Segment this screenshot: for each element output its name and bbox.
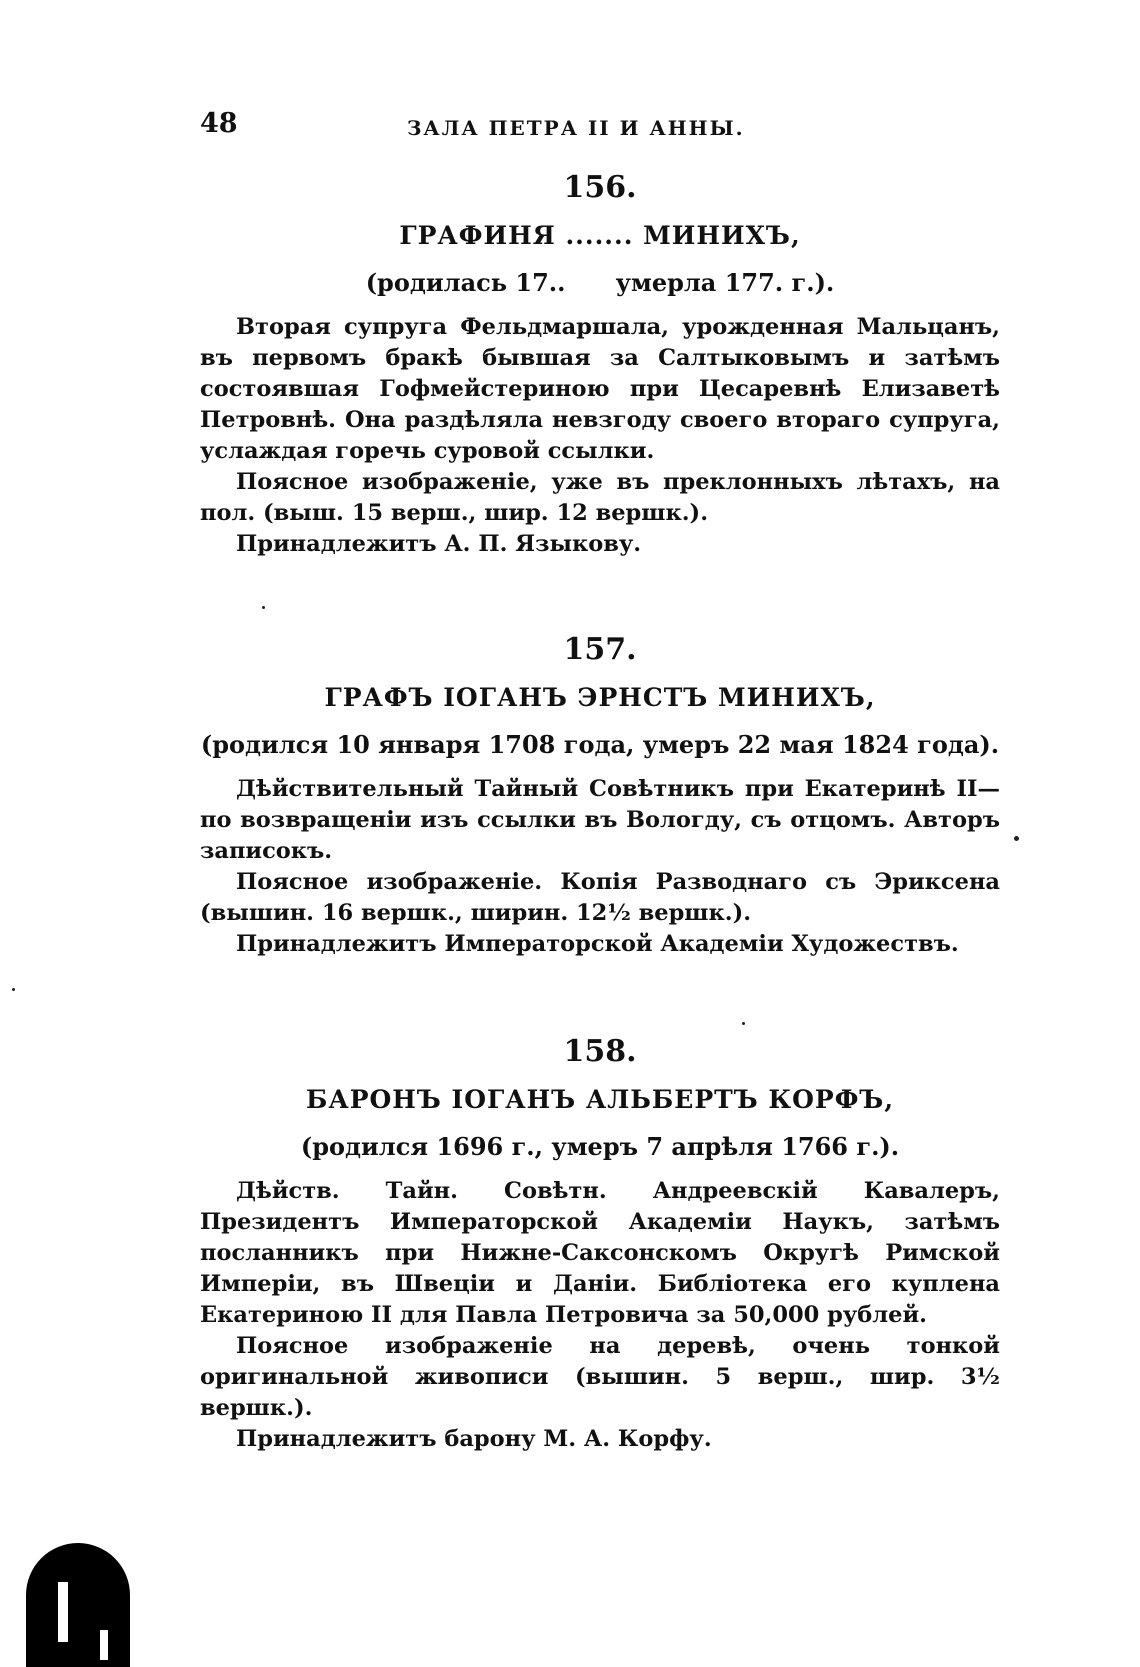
catalog-entry-157 [200, 632, 1000, 960]
entry-number: 156. [563, 170, 637, 205]
page-number: 48 [200, 108, 238, 139]
scan-speck [1014, 836, 1019, 841]
entry-dates: (родилась 17.. умерла 177. г.). [365, 268, 835, 297]
entry-format: Поясное изображеніе, уже въ преклонныхъ лѣтахъ, на пол. (выш. 15 верш., шир. 12 вершк.). [200, 469, 1000, 526]
scan-speck [262, 606, 265, 609]
catalog-entry-156 [200, 170, 1000, 560]
entry-owner: Принадлежитъ А. П. Языкову. [236, 531, 642, 557]
entry-description: Дѣйствительный Тайный Совѣтникъ при Екатеринѣ II—по возвращеніи изъ ссылки въ Вологду, съ отцомъ. Авторъ записокъ. [200, 776, 1000, 864]
entry-description: Вторая супруга Фельдмаршала, урожденная Мальцанъ, въ первомъ бракѣ бывшая за Салтыковымъ и затѣмъ состоявшая Гофмейстериною при Цесаревнѣ Елизаветѣ Петровнѣ. Она раздѣляла невзгоду своего втораго супруга, услаждая горечь суровой ссылки. [200, 314, 1000, 464]
entry-number: 158. [563, 1034, 637, 1069]
running-title: ЗАЛА ПЕТРА II И АННЫ. [407, 116, 745, 140]
entry-name: БАРОНЪ ІОГАНЪ АЛЬБЕРТЪ КОРФЪ, [305, 1085, 895, 1114]
thumbnail-figure-shape [100, 1630, 108, 1660]
entry-format: Поясное изображеніе. Копія Разводнаго съ Эриксена (вышин. 16 вершк., ширин. 12½ вершк.). [200, 869, 1000, 926]
entry-name: ГРАФИНЯ ....... МИНИХЪ, [399, 221, 801, 250]
thumbnail-figure-shape [58, 1582, 68, 1642]
entry-dates: (родился 10 января 1708 года, умеръ 22 мая 1824 года). [200, 730, 1000, 759]
scan-thumbnail-artifact [26, 1543, 130, 1667]
entry-number: 157. [563, 632, 637, 667]
scan-speck [742, 1022, 745, 1025]
entry-dates: (родился 1696 г., умеръ 7 апрѣля 1766 г.). [300, 1132, 900, 1161]
page-header [200, 108, 1000, 148]
entry-description: Дѣйств. Тайн. Совѣтн. Андреевскій Кавалеръ, Президентъ Императорской Академіи Наукъ, затѣмъ посланникъ при Нижне-Саксонскомъ Округѣ Римской Имперіи, въ Швеціи и Даніи. Библіотека его куплена Екатериною II для Павла Петровича за 50,000 рублей. [200, 1178, 1000, 1328]
entry-format: Поясное изображеніе на деревѣ, очень тонкой оригинальной живописи (вышин. 5 верш., шир. 3½ вершк.). [200, 1333, 1000, 1421]
entry-name: ГРАФЪ ІОГАНЪ ЭРНСТЪ МИНИХЪ, [324, 683, 876, 712]
scan-speck [12, 988, 15, 991]
entry-owner: Принадлежитъ барону М. А. Корфу. [236, 1426, 712, 1452]
entry-owner: Принадлежитъ Императорской Академіи Художествъ. [236, 931, 959, 957]
catalog-entry-158 [200, 1034, 1000, 1455]
